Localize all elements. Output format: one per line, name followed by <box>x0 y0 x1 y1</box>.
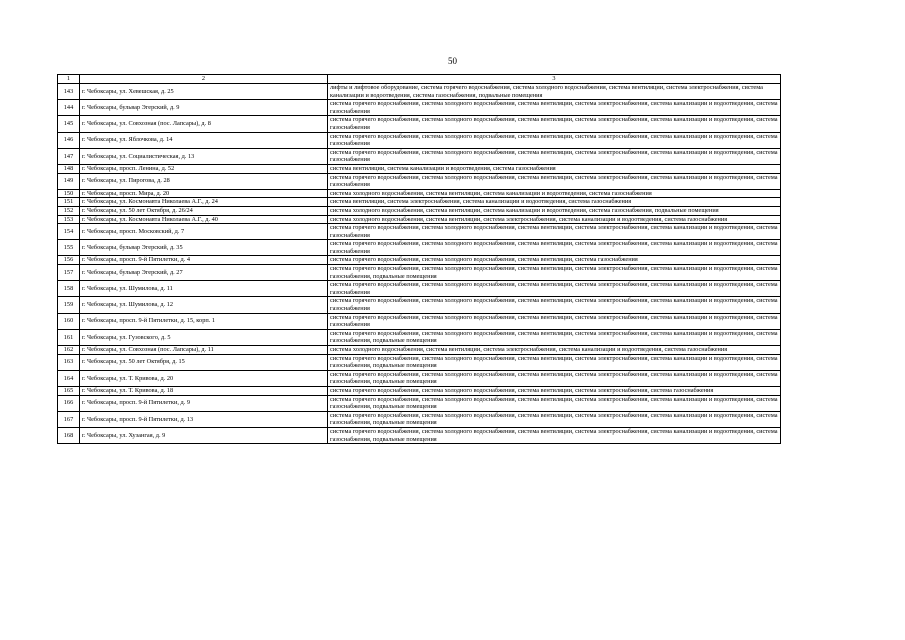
row-systems: система холодного водоснабжения, система вентиляции, система канализации и водоотведения, система газоснабжения, подвальные помещения <box>328 206 781 215</box>
row-address: г. Чебоксары, просп. Московский, д. 7 <box>80 224 328 240</box>
table-row <box>58 313 781 329</box>
row-number: 145 <box>58 116 80 132</box>
row-number: 162 <box>58 346 80 355</box>
buildings-table <box>57 74 781 444</box>
table-row <box>58 265 781 281</box>
row-systems: система горячего водоснабжения, система холодного водоснабжения, система вентиляции, система электроснабжения, система канализации и водоотведения, система газоснабжения, подвальные помещения <box>328 411 781 427</box>
row-systems: система холодного водоснабжения, система вентиляции, система электроснабжения, система канализации и водоотведения, система газоснабжения <box>328 215 781 224</box>
row-systems: система горячего водоснабжения, система холодного водоснабжения, система вентиляции, система электроснабжения, система канализации и водоотведения, система газоснабжения <box>328 173 781 189</box>
row-address: г. Чебоксары, бульвар Эгерский, д. 27 <box>80 265 328 281</box>
table-row <box>58 215 781 224</box>
table-row <box>58 370 781 386</box>
row-address: г. Чебоксары, ул. 50 лет Октября, д. 15 <box>80 354 328 370</box>
row-address: г. Чебоксары, ул. Хузангая, д. 9 <box>80 427 328 443</box>
row-address: г. Чебоксары, ул. Совхозная (пос. Лапсары), д. 11 <box>80 346 328 355</box>
row-address: г. Чебоксары, просп. Ленина, д. 52 <box>80 164 328 173</box>
row-systems: лифты и лифтовое оборудование, система горячего водоснабжения, система холодного водоснабжения, система вентиляции, система электроснабжения, система канализации и водоотведения, система газоснабжения, подвальные помещения <box>328 84 781 100</box>
row-number: 163 <box>58 354 80 370</box>
table-row <box>58 224 781 240</box>
row-address: г. Чебоксары, просп. 9-й Пятилетки, д. 15, корп. 1 <box>80 313 328 329</box>
column-header-systems: 3 <box>328 75 781 84</box>
row-systems: система горячего водоснабжения, система холодного водоснабжения, система вентиляции, система электроснабжения, система канализации и водоотведения, система газоснабжения, подвальные помещения <box>328 354 781 370</box>
row-number: 164 <box>58 370 80 386</box>
table-row <box>58 173 781 189</box>
row-address: г. Чебоксары, ул. Шумилова, д. 11 <box>80 281 328 297</box>
table-row <box>58 198 781 207</box>
row-address: г. Чебоксары, ул. Пирогова, д. 28 <box>80 173 328 189</box>
row-address: г. Чебоксары, бульвар Эгерский, д. 35 <box>80 240 328 256</box>
row-number: 152 <box>58 206 80 215</box>
row-systems: система горячего водоснабжения, система холодного водоснабжения, система вентиляции, система электроснабжения, система канализации и водоотведения, система газоснабжения <box>328 224 781 240</box>
row-address: г. Чебоксары, ул. Совхозная (пос. Лапсары), д. 8 <box>80 116 328 132</box>
row-number: 158 <box>58 281 80 297</box>
row-number: 154 <box>58 224 80 240</box>
row-systems: система горячего водоснабжения, система холодного водоснабжения, система вентиляции, система электроснабжения, система канализации и водоотведения, система газоснабжения, подвальные помещения <box>328 265 781 281</box>
row-address: г. Чебоксары, ул. Т. Кривова, д. 20 <box>80 370 328 386</box>
row-address: г. Чебоксары, ул. Хевешская, д. 25 <box>80 84 328 100</box>
row-number: 153 <box>58 215 80 224</box>
row-address: г. Чебоксары, ул. Яблочкова, д. 14 <box>80 132 328 148</box>
row-address: г. Чебоксары, ул. Космонавта Николаева А.Г., д. 40 <box>80 215 328 224</box>
row-address: г. Чебоксары, ул. Гузовского, д. 5 <box>80 329 328 345</box>
row-address: г. Чебоксары, просп. 9-й Пятилетки, д. 4 <box>80 256 328 265</box>
table-row <box>58 164 781 173</box>
table-row <box>58 395 781 411</box>
row-number: 147 <box>58 148 80 164</box>
table-row <box>58 100 781 116</box>
table-row <box>58 354 781 370</box>
table-row <box>58 116 781 132</box>
row-address: г. Чебоксары, бульвар Эгерский, д. 9 <box>80 100 328 116</box>
row-number: 168 <box>58 427 80 443</box>
table-row <box>58 297 781 313</box>
row-number: 155 <box>58 240 80 256</box>
row-address: г. Чебоксары, просп. 9-й Пятилетки, д. 13 <box>80 411 328 427</box>
row-number: 157 <box>58 265 80 281</box>
row-number: 160 <box>58 313 80 329</box>
row-number: 167 <box>58 411 80 427</box>
row-systems: система горячего водоснабжения, система холодного водоснабжения, система вентиляции, система электроснабжения, система газоснабжения <box>328 386 781 395</box>
row-systems: система горячего водоснабжения, система холодного водоснабжения, система вентиляции, система электроснабжения, система канализации и водоотведения, система газоснабжения <box>328 297 781 313</box>
row-systems: система вентиляции, система канализации и водоотведения, система газоснабжения <box>328 164 781 173</box>
row-systems: система горячего водоснабжения, система холодного водоснабжения, система вентиляции, система электроснабжения, система канализации и водоотведения, система газоснабжения <box>328 116 781 132</box>
row-systems: система горячего водоснабжения, система холодного водоснабжения, система вентиляции, система газоснабжения <box>328 256 781 265</box>
table-row <box>58 329 781 345</box>
page-number: 50 <box>448 56 457 66</box>
row-number: 165 <box>58 386 80 395</box>
row-number: 143 <box>58 84 80 100</box>
row-number: 159 <box>58 297 80 313</box>
table-header-row <box>58 75 781 84</box>
row-address: г. Чебоксары, ул. Социалистическая, д. 13 <box>80 148 328 164</box>
row-number: 148 <box>58 164 80 173</box>
table-row <box>58 84 781 100</box>
row-number: 161 <box>58 329 80 345</box>
row-address: г. Чебоксары, ул. 50 лет Октября, д. 26/24 <box>80 206 328 215</box>
row-systems: система горячего водоснабжения, система холодного водоснабжения, система вентиляции, система электроснабжения, система канализации и водоотведения, система газоснабжения, подвальные помещения <box>328 370 781 386</box>
row-systems: система горячего водоснабжения, система холодного водоснабжения, система вентиляции, система электроснабжения, система канализации и водоотведения, система газоснабжения <box>328 281 781 297</box>
row-systems: система холодного водоснабжения, система вентиляции, система канализации и водоотведения, система газоснабжения <box>328 189 781 198</box>
table-row <box>58 132 781 148</box>
row-systems: система горячего водоснабжения, система холодного водоснабжения, система вентиляции, система электроснабжения, система канализации и водоотведения, система газоснабжения, подвальные помещения <box>328 395 781 411</box>
table-row <box>58 427 781 443</box>
table-row <box>58 189 781 198</box>
table-row <box>58 411 781 427</box>
row-number: 156 <box>58 256 80 265</box>
column-header-number: 1 <box>58 75 80 84</box>
table-row <box>58 206 781 215</box>
row-systems: система вентиляции, система электроснабжения, система канализации и водоотведения, система газоснабжения <box>328 198 781 207</box>
row-systems: система горячего водоснабжения, система холодного водоснабжения, система вентиляции, система электроснабжения, система канализации и водоотведения, система газоснабжения <box>328 100 781 116</box>
table-row <box>58 240 781 256</box>
row-number: 166 <box>58 395 80 411</box>
column-header-address: 2 <box>80 75 328 84</box>
row-number: 146 <box>58 132 80 148</box>
row-systems: система горячего водоснабжения, система холодного водоснабжения, система вентиляции, система электроснабжения, система канализации и водоотведения, система газоснабжения <box>328 240 781 256</box>
row-number: 151 <box>58 198 80 207</box>
row-systems: система холодного водоснабжения, система вентиляции, система электроснабжения, система канализации и водоотведения, система газоснабжения <box>328 346 781 355</box>
row-number: 149 <box>58 173 80 189</box>
row-systems: система горячего водоснабжения, система холодного водоснабжения, система вентиляции, система электроснабжения, система канализации и водоотведения, система газоснабжения, подвальные помещения <box>328 329 781 345</box>
table-row <box>58 346 781 355</box>
row-number: 144 <box>58 100 80 116</box>
row-number: 150 <box>58 189 80 198</box>
row-address: г. Чебоксары, просп. 9-й Пятилетки, д. 9 <box>80 395 328 411</box>
row-systems: система горячего водоснабжения, система холодного водоснабжения, система вентиляции, система электроснабжения, система канализации и водоотведения, система газоснабжения <box>328 148 781 164</box>
table-row <box>58 281 781 297</box>
row-address: г. Чебоксары, ул. Т. Кривова, д. 18 <box>80 386 328 395</box>
table-row <box>58 256 781 265</box>
row-address: г. Чебоксары, ул. Космонавта Николаева А.Г., д. 24 <box>80 198 328 207</box>
row-systems: система горячего водоснабжения, система холодного водоснабжения, система вентиляции, система электроснабжения, система канализации и водоотведения, система газоснабжения, подвальные помещения <box>328 427 781 443</box>
row-systems: система горячего водоснабжения, система холодного водоснабжения, система вентиляции, система электроснабжения, система канализации и водоотведения, система газоснабжения <box>328 132 781 148</box>
row-address: г. Чебоксары, ул. Шумилова, д. 12 <box>80 297 328 313</box>
row-address: г. Чебоксары, просп. Мира, д. 20 <box>80 189 328 198</box>
table-row <box>58 148 781 164</box>
table-row <box>58 386 781 395</box>
row-systems: система горячего водоснабжения, система холодного водоснабжения, система вентиляции, система электроснабжения, система канализации и водоотведения, система газоснабжения <box>328 313 781 329</box>
